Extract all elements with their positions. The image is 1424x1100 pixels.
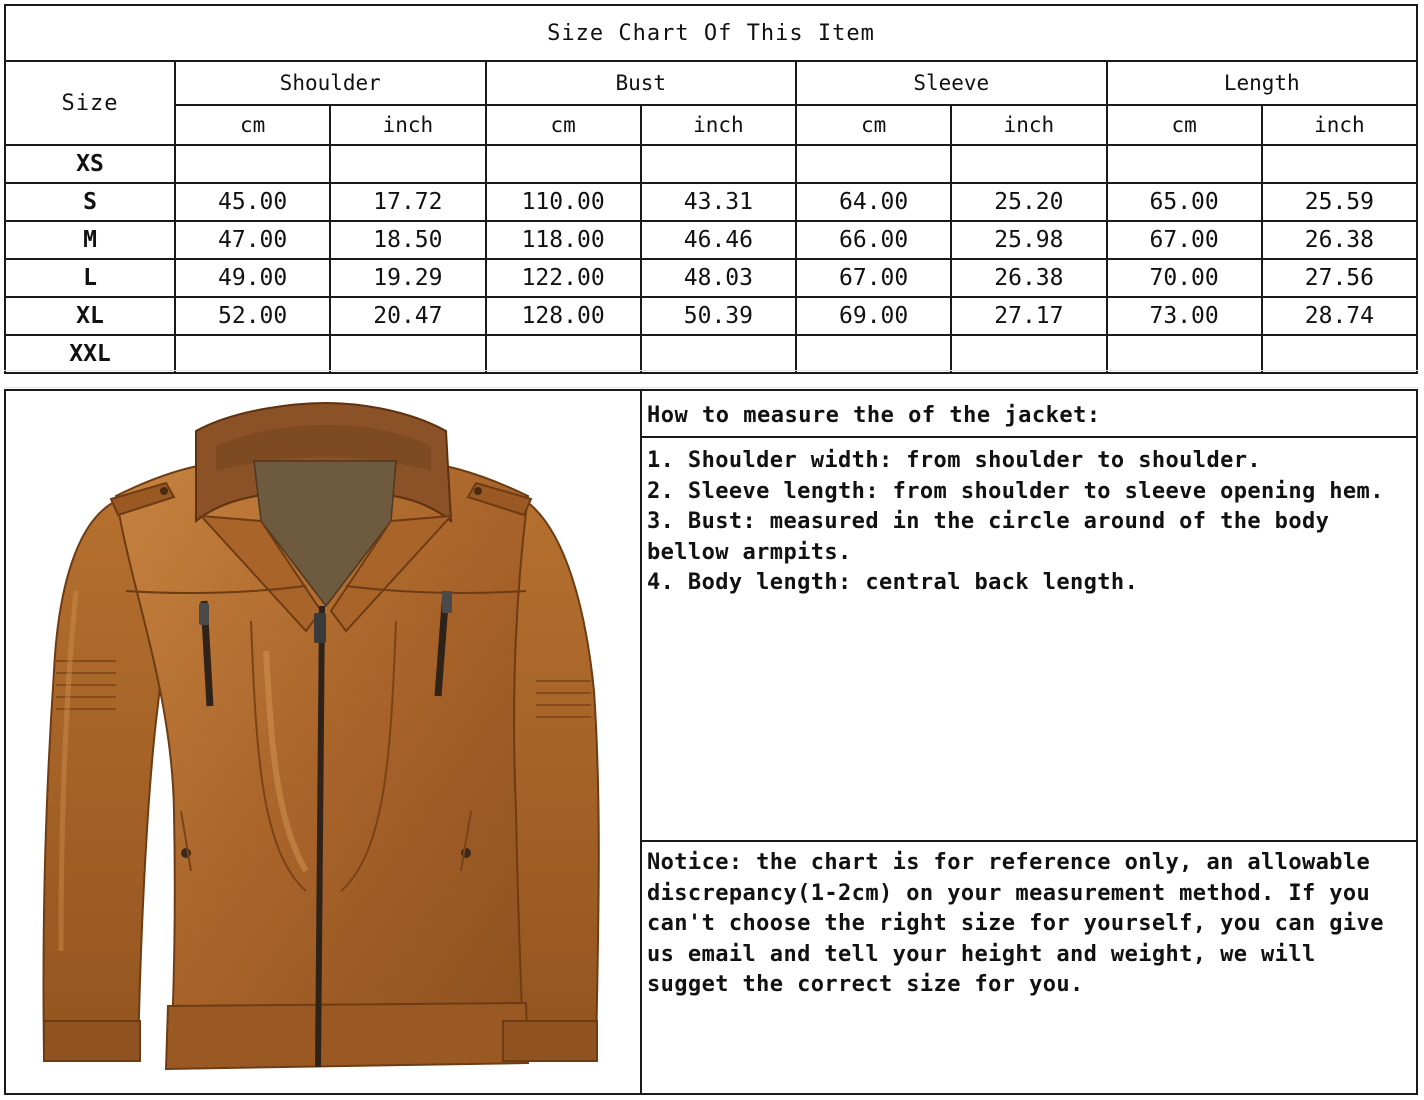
unit-header: inch [641,105,796,145]
size-row-l [5,259,1417,297]
size-value-cell: 110.00 [486,183,641,221]
size-value-cell [330,145,485,183]
size-column-header: Size [5,61,175,145]
size-value-cell: 69.00 [796,297,951,335]
measure-item-shoulder: 1. Shoulder width: from shoulder to shoulder. [647,448,1262,473]
size-value-cell: 27.17 [951,297,1106,335]
info-panel [642,391,1416,1093]
chart-title: Size Chart Of This Item [5,5,1417,61]
size-value-cell: 66.00 [796,221,951,259]
size-value-cell [796,145,951,183]
notice-text: Notice: the chart is for reference only, an allowable discrepancy(1-2cm) on your measurement method. If you can't choose the right size for yourself, you can give us email and tell your height and weight, we will sugget the correct size for you. [647,850,1384,997]
size-value-cell [951,145,1106,183]
size-value-cell [951,335,1106,373]
size-value-cell: 65.00 [1107,183,1262,221]
size-value-cell [175,335,330,373]
size-label: XXL [5,335,175,373]
size-row-xs [5,145,1417,183]
size-label: S [5,183,175,221]
size-value-cell: 49.00 [175,259,330,297]
unit-header: inch [330,105,485,145]
size-value-cell: 46.46 [641,221,796,259]
size-value-cell [175,145,330,183]
size-label: L [5,259,175,297]
size-value-cell [641,145,796,183]
size-value-cell: 25.20 [951,183,1106,221]
measure-instructions [642,438,1416,842]
size-value-cell: 26.38 [1262,221,1417,259]
size-value-cell: 118.00 [486,221,641,259]
size-label: XL [5,297,175,335]
measure-item-sleeve: 2. Sleeve length: from shoulder to sleeve opening hem. [647,478,1384,504]
size-value-cell: 73.00 [1107,297,1262,335]
group-header-length: Length [1107,61,1418,105]
size-value-cell [1262,335,1417,373]
unit-header: cm [486,105,641,145]
size-value-cell [1262,145,1417,183]
size-value-cell [330,335,485,373]
size-row-xxl [5,335,1417,373]
size-label: M [5,221,175,259]
size-value-cell: 25.59 [1262,183,1417,221]
measure-item-bust: 3. Bust: measured in the circle around of the body bellow armpits. [647,509,1330,565]
jacket-illustration [6,391,640,1093]
size-value-cell: 50.39 [641,297,796,335]
size-value-cell [641,335,796,373]
group-header-sleeve: Sleeve [796,61,1107,105]
unit-header: cm [175,105,330,145]
size-value-cell: 122.00 [486,259,641,297]
size-value-cell [1107,145,1262,183]
size-value-cell: 43.31 [641,183,796,221]
size-value-cell: 47.00 [175,221,330,259]
size-value-cell: 19.29 [330,259,485,297]
size-row-m [5,221,1417,259]
size-label: XS [5,145,175,183]
size-value-cell: 70.00 [1107,259,1262,297]
size-value-cell: 52.00 [175,297,330,335]
size-value-cell: 28.74 [1262,297,1417,335]
unit-header: cm [1107,105,1262,145]
measure-item-length: 4. Body length: central back length. [647,570,1139,595]
size-value-cell: 48.03 [641,259,796,297]
size-chart-table [4,4,1418,374]
size-value-cell: 64.00 [796,183,951,221]
size-value-cell: 128.00 [486,297,641,335]
size-value-cell: 67.00 [1107,221,1262,259]
size-value-cell [486,335,641,373]
size-row-s [5,183,1417,221]
size-value-cell: 17.72 [330,183,485,221]
separator-strip [4,370,1418,388]
size-value-cell: 45.00 [175,183,330,221]
size-value-cell: 27.56 [1262,259,1417,297]
group-header-bust: Bust [486,61,797,105]
size-value-cell [796,335,951,373]
size-value-cell [1107,335,1262,373]
size-value-cell [486,145,641,183]
unit-header: inch [951,105,1106,145]
measurement-section [4,389,1418,1095]
group-header-shoulder: Shoulder [175,61,486,105]
unit-header: cm [796,105,951,145]
size-value-cell: 20.47 [330,297,485,335]
size-value-cell: 67.00 [796,259,951,297]
size-value-cell: 25.98 [951,221,1106,259]
size-row-xl [5,297,1417,335]
size-value-cell: 26.38 [951,259,1106,297]
measure-title: How to measure the of the jacket: [642,391,1416,438]
unit-header: inch [1262,105,1417,145]
size-value-cell: 18.50 [330,221,485,259]
jacket-photo [6,391,642,1093]
